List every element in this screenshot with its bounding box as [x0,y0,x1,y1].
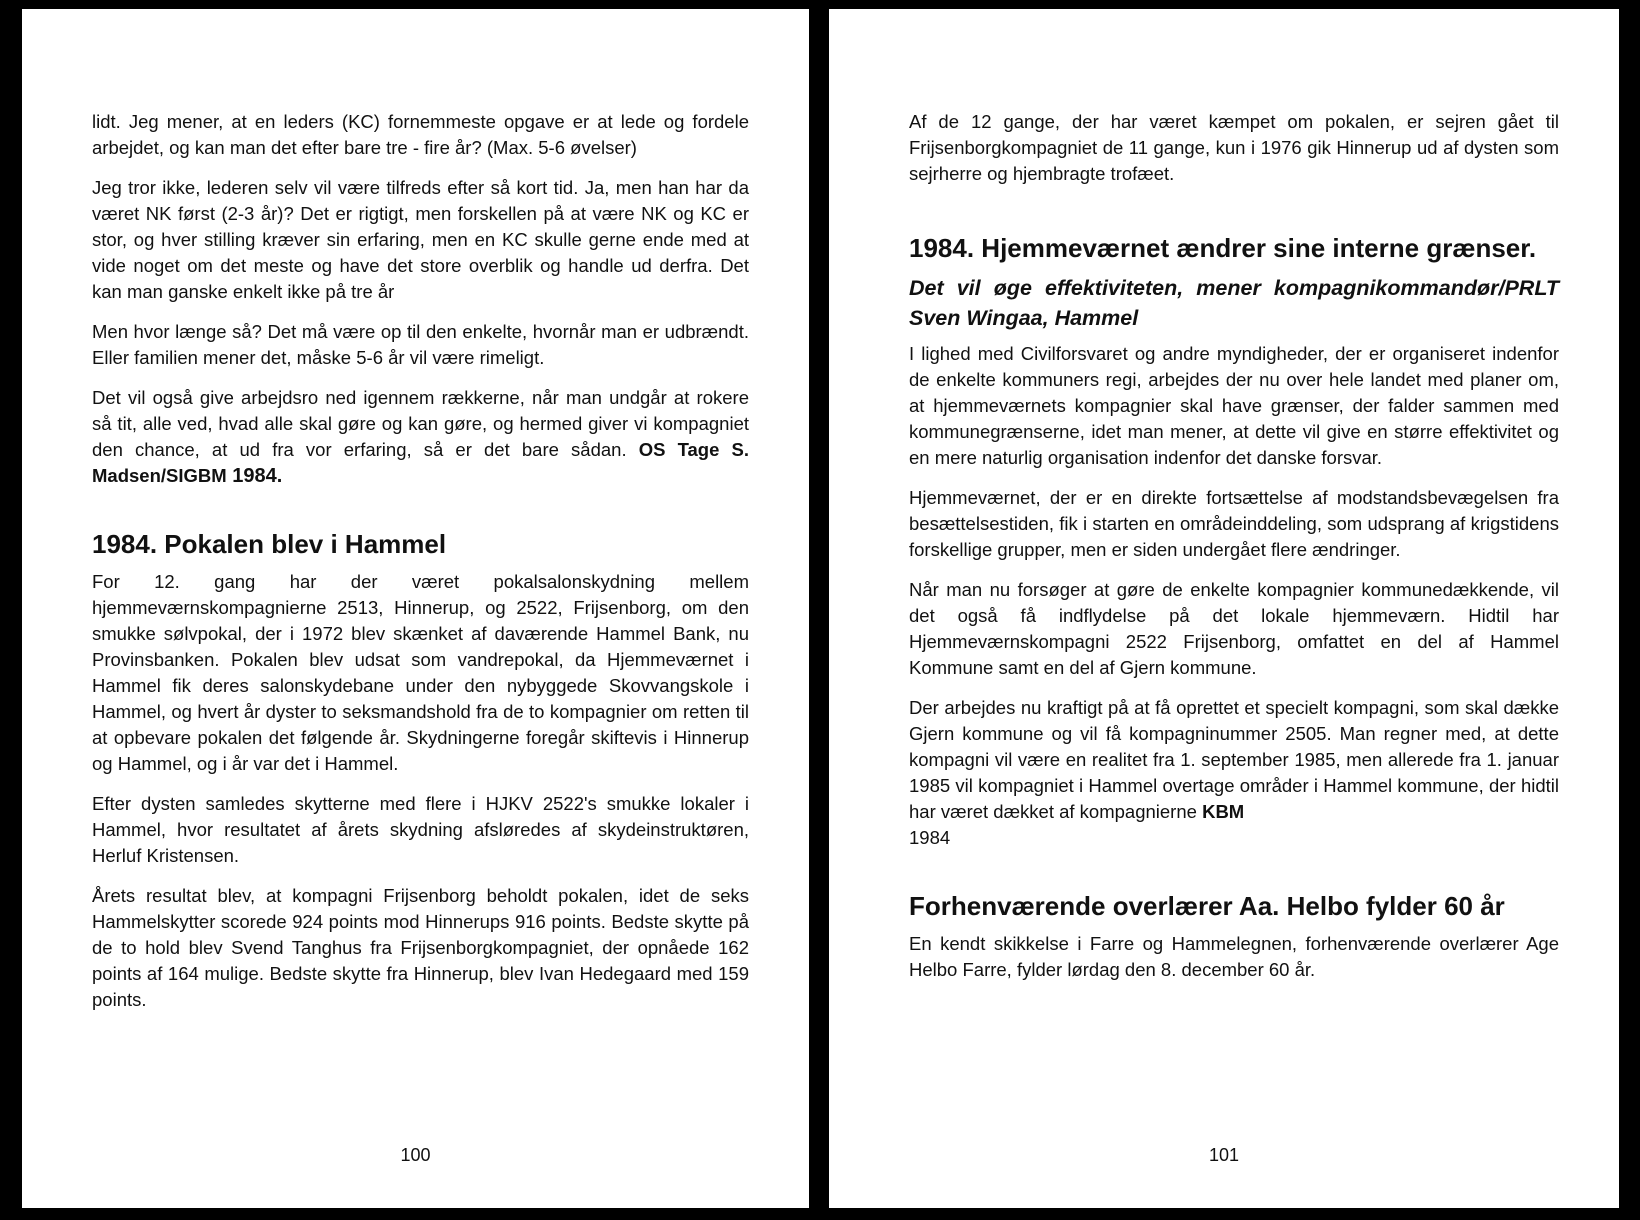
paragraph: Af de 12 gange, der har været kæmpet om pokalen, er sejren gået til Frijsenborgkompagniet de 11 gange, kun i 1976 gik Hinnerup ud af dysten som sejrherre og hjembragte trofæet. [909,111,1559,184]
paragraph: En kendt skikkelse i Farre og Hammelegnen, forhenværende overlærer Age Helbo Farre, fylder lørdag den 8. december 60 år. [909,933,1559,980]
article-subheading: Det vil øge effektiviteten, mener kompagnikommandør/PRLT Sven Wingaa, Hammel [909,276,1559,330]
signature-year: 1984 [909,827,951,848]
paragraph: Men hvor længe så? Det må være op til den enkelte, hvornår man er udbrændt. Eller familien mener det, måske 5-6 år vil være rimeligt. [92,321,749,368]
paragraph-text: Der arbejdes nu kraftigt på at få oprettet et specielt kompagni, som skal dække Gjern kommune og vil få kompagninummer 2505. Man regner med, at dette kompagni vil være en realitet fra 1. september 1985, men allerede fra 1. januar 1985 vil kompagniet i Hammel overtage områder i Hammel kommune, der hidtil har været dækket af kompagnierne [909,697,1559,822]
paragraph: Jeg tror ikke, lederen selv vil være tilfreds efter så kort tid. Ja, men han har da været NK først (2-3 år)? Det er rigtigt, men forskellen på at være NK og KC er stor, og hver stilling kræver sin erfaring, men en KC skulle gerne ende med at vide noget om det meste og have det store overblik og handle ud derfra. Det kan man ganske enkelt ikke på tre år [92,177,749,302]
article-heading: Forhenværende overlærer Aa. Helbo fylder 60 år [909,891,1505,921]
paragraph: Årets resultat blev, at kompagni Frijsenborg beholdt pokalen, idet de seks Hammelskytter scorede 924 points mod Hinnerups 916 points. Bedste skytte på de to hold blev Svend Tanghus fra Frijsenborgkompagniet, der opnåede 162 points af 164 mulige. Bedste skytte fra Hinnerup, blev Ivan Hedegaard med 159 points. [92,885,749,1010]
signature-year: 1984. [226,465,283,487]
paragraph-text: Det vil også give arbejdsro ned igennem rækkerne, når man undgår at rokere så tit, alle ved, hvad alle skal gøre og kan gøre, og hermed giver vi kompagniet den chance, at ud fra vor erfaring, så er det bare sådan. [92,387,749,460]
paragraph: For 12. gang har der været pokalsalonskydning mellem hjemmeværnskompagnierne 2513, Hinnerup, og 2522, Frijsenborg, om den smukke sølvpokal, der i 1972 blev skænket af daværende Hammel Bank, nu Provinsbanken. Pokalen blev udsat som vandrepokal, da Hjemmeværnet i Hammel fik deres salonskydebane under den nybyggede Skovvangskole i Hammel, og hvert år dyster to seksmandshold fra de to kompagnier om retten til at opbevare pokalen det følgende år. Skydningerne foregår skiftevis i Hinnerup og Hammel, og i år var det i Hammel. [92,571,749,774]
paragraph: I lighed med Civilforsvaret og andre myndigheder, der er organiseret indenfor de enkelte kommuners regi, arbejdes der nu over hele landet med planer om, at hjemmeværnets kompagnier skal have grænser, der falder sammen med kommunegrænserne, idet man mener, at dette vil give en større effektivitet og en mere naturlig organisation indenfor det danske forsvar. [909,343,1559,468]
paragraph: Efter dysten samledes skytterne med flere i HJKV 2522's smukke lokaler i Hammel, hvor resultatet af årets skydning afsløredes af skydeinstruktøren, Herluf Kristensen. [92,793,749,866]
author-signature: OS Tage S. Madsen/SIGBM [92,439,750,486]
author-signature: KBM [1202,801,1245,822]
article-heading: 1984. Hjemmeværnet ændrer sine interne grænser. [909,233,1537,263]
left-page [22,9,809,1208]
paragraph: Når man nu forsøger at gøre de enkelte kompagnier kommunedækkende, vil det også få indflydelse på det lokale hjemmeværn. Hidtil har Hjemmeværnskompagni 2522 Frijsenborg, omfattet en del af Hammel Kommune samt en del af Gjern kommune. [909,579,1559,678]
article-heading: 1984. Pokalen blev i Hammel [92,529,447,559]
paragraph: lidt. Jeg mener, at en leders (KC) fornemmeste opgave er at lede og fordele arbejdet, og kan man det efter bare tre - fire år? (Max. 5-6 øvelser) [92,111,749,158]
right-page [829,9,1619,1208]
paragraph: Hjemmeværnet, der er en direkte fortsættelse af modstandsbevægelsen fra besættelsestiden, fik i starten en områdeinddeling, som udsprang af krigstidens forskellige grupper, men er siden undergået flere ændringer. [909,487,1559,560]
page-number: 100 [400,1145,431,1165]
page-number: 101 [1208,1145,1240,1165]
closing-paragraph [909,695,1559,851]
closing-paragraph [92,385,749,489]
